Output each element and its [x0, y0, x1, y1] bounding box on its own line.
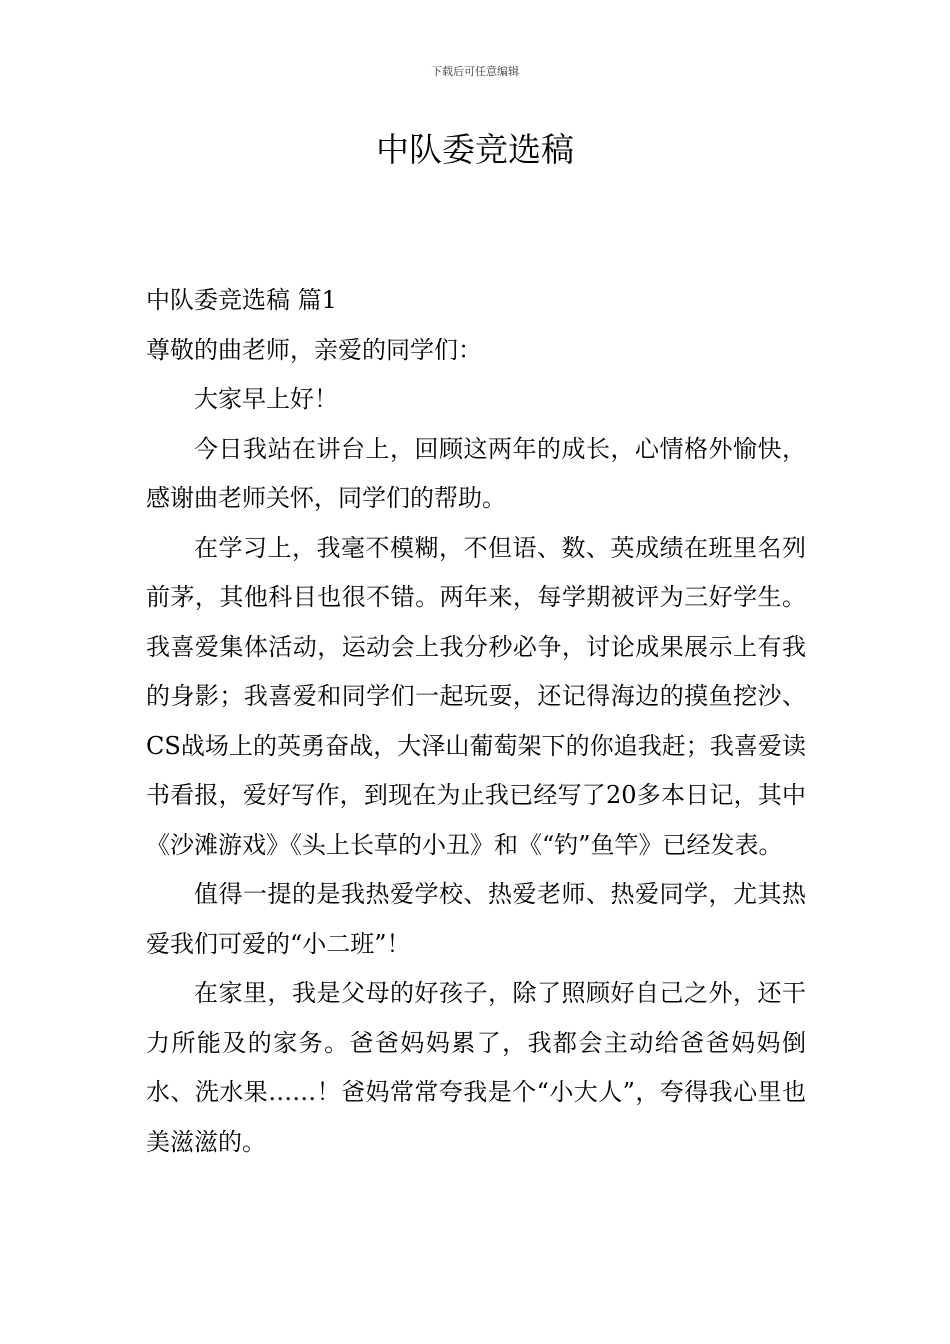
- paragraph-love-school: 值得一提的是我热爱学校、热爱老师、热爱同学，尤其热爱我们可爱的“小二班”！: [146, 880, 806, 958]
- salutation: 尊敬的曲老师，亲爱的同学们：: [146, 335, 482, 364]
- paragraph-home: 在家里，我是父母的好孩子，除了照顾好自己之外，还干力所能及的家务。爸爸妈妈累了，我都会主动给爸爸妈妈倒水、洗水果……！爸妈常常夸我是个“小大人”，夸得我心里也美滋滋的。: [146, 979, 806, 1156]
- document-title: 中队委竞选稿: [376, 130, 574, 169]
- section-heading: 中队委竞选稿 篇1: [146, 286, 337, 314]
- document-body: [146, 276, 806, 1167]
- paragraph-study: 在学习上，我毫不模糊，不但语、数、英成绩在班里名列前茅，其他科目也很不错。两年来，每学期被评为三好学生。我喜爱集体活动，运动会上我分秒必争，讨论成果展示上有我的身影；我喜爱和同学们一起玩耍，还记得海边的摸鱼挖沙、CS战场上的英勇奋战，大泽山葡萄架下的你追我赶；我喜爱读书看报，爱好写作，到现在为止我已经写了20多本日记，其中《沙滩游戏》《头上长草的小丑》和《“钓”鱼竿》已经发表。: [146, 533, 806, 859]
- header-note: 下载后可任意编辑: [431, 65, 519, 78]
- paragraph-gratitude: 今日我站在讲台上，回顾这两年的成长，心情格外愉快，感谢曲老师关怀，同学们的帮助。: [146, 434, 806, 512]
- paragraph-greeting: 大家早上好！: [194, 385, 338, 413]
